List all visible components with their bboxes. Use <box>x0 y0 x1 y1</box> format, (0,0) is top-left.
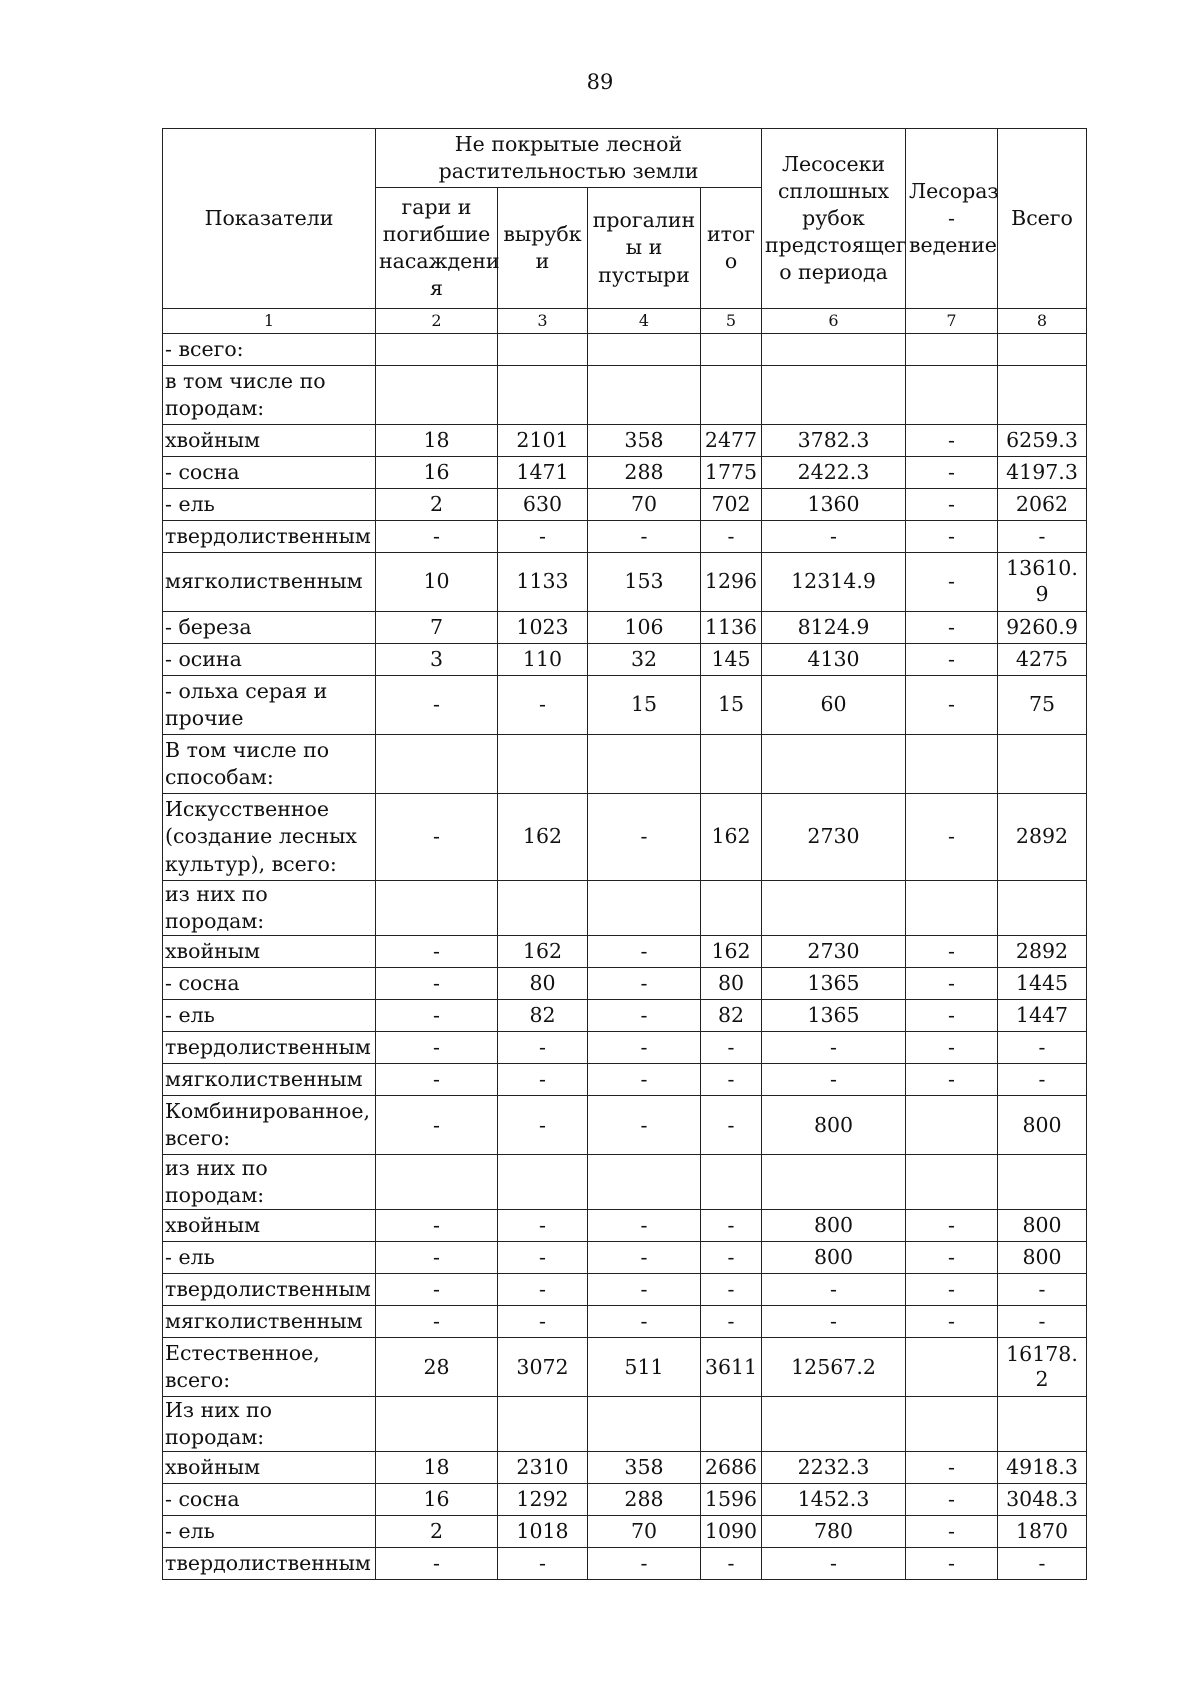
header-not-covered-group: Не покрытые лесной растительностью земли <box>376 129 762 188</box>
value-cell: - <box>376 1210 498 1242</box>
table-row <box>163 1516 1087 1548</box>
value-cell <box>376 334 498 366</box>
value-cell: - <box>906 1000 998 1032</box>
value-cell: 1023 <box>498 612 588 644</box>
value-cell: - <box>762 1064 906 1096</box>
value-cell <box>762 334 906 366</box>
table-row <box>163 1000 1087 1032</box>
row-label: - ель <box>163 1516 376 1548</box>
table-row <box>163 735 1087 794</box>
value-cell: - <box>588 1032 701 1064</box>
value-cell: - <box>906 1032 998 1064</box>
total-cell: 2892 <box>998 794 1087 881</box>
header-subtotal: итог о <box>701 188 762 309</box>
table-row <box>163 366 1087 425</box>
value-cell: 1596 <box>701 1484 762 1516</box>
value-cell: - <box>376 1274 498 1306</box>
value-cell: - <box>906 1452 998 1484</box>
table-row <box>163 1210 1087 1242</box>
value-cell <box>498 735 588 794</box>
row-label: твердолиственным <box>163 1032 376 1064</box>
value-cell: 288 <box>588 457 701 489</box>
value-cell <box>376 1397 498 1452</box>
column-number-row <box>163 309 1087 334</box>
table-row <box>163 425 1087 457</box>
value-cell: - <box>906 1548 998 1580</box>
value-cell: 15 <box>701 676 762 735</box>
value-cell <box>376 1155 498 1210</box>
row-label: в том числе по породам: <box>163 366 376 425</box>
value-cell: - <box>376 936 498 968</box>
table-row <box>163 936 1087 968</box>
table-row <box>163 1452 1087 1484</box>
forest-restoration-table <box>162 128 1087 1580</box>
table-row <box>163 1548 1087 1580</box>
value-cell: 16 <box>376 1484 498 1516</box>
value-cell: - <box>906 425 998 457</box>
row-label: мягколиственным <box>163 553 376 612</box>
header-glades: прогалин ы и пустыри <box>588 188 701 309</box>
value-cell <box>701 881 762 936</box>
value-cell: - <box>376 1242 498 1274</box>
value-cell: 2232.3 <box>762 1452 906 1484</box>
table-row <box>163 521 1087 553</box>
total-cell: - <box>998 521 1087 553</box>
value-cell <box>498 1155 588 1210</box>
header-row-top <box>163 129 1087 188</box>
column-number: 4 <box>588 309 701 334</box>
value-cell: - <box>498 1306 588 1338</box>
total-cell: 1445 <box>998 968 1087 1000</box>
value-cell: - <box>588 1096 701 1155</box>
value-cell: - <box>376 1064 498 1096</box>
row-label: мягколиственным <box>163 1306 376 1338</box>
header-cutting-areas: Лесосеки сплошных рубок предстоящег о периода <box>762 129 906 309</box>
row-label: Из них по породам: <box>163 1397 376 1452</box>
total-cell: 800 <box>998 1096 1087 1155</box>
row-label: хвойным <box>163 1210 376 1242</box>
value-cell: - <box>701 1096 762 1155</box>
value-cell: - <box>906 1516 998 1548</box>
value-cell: 630 <box>498 489 588 521</box>
value-cell: - <box>701 1064 762 1096</box>
value-cell: 4130 <box>762 644 906 676</box>
row-label: твердолиственным <box>163 521 376 553</box>
row-label: твердолиственным <box>163 1274 376 1306</box>
table-row <box>163 968 1087 1000</box>
value-cell: 60 <box>762 676 906 735</box>
value-cell: - <box>906 612 998 644</box>
value-cell: 800 <box>762 1096 906 1155</box>
value-cell: - <box>498 676 588 735</box>
total-cell: 9260.9 <box>998 612 1087 644</box>
row-label: - всего: <box>163 334 376 366</box>
value-cell <box>498 1397 588 1452</box>
value-cell: - <box>762 1306 906 1338</box>
table-row <box>163 1484 1087 1516</box>
row-label: - ель <box>163 1242 376 1274</box>
value-cell: - <box>588 1210 701 1242</box>
value-cell: 2101 <box>498 425 588 457</box>
value-cell <box>588 881 701 936</box>
value-cell <box>588 1155 701 1210</box>
total-cell: 1447 <box>998 1000 1087 1032</box>
row-label: мягколиственным <box>163 1064 376 1096</box>
value-cell: 3072 <box>498 1338 588 1397</box>
value-cell: - <box>701 1242 762 1274</box>
value-cell: - <box>376 521 498 553</box>
total-cell: - <box>998 1274 1087 1306</box>
row-label: - ель <box>163 489 376 521</box>
column-number: 3 <box>498 309 588 334</box>
total-cell: 4918.3 <box>998 1452 1087 1484</box>
value-cell: - <box>498 1096 588 1155</box>
value-cell <box>498 366 588 425</box>
value-cell: 110 <box>498 644 588 676</box>
total-cell: - <box>998 1548 1087 1580</box>
value-cell: 780 <box>762 1516 906 1548</box>
value-cell: 2477 <box>701 425 762 457</box>
value-cell: - <box>498 1032 588 1064</box>
column-number: 7 <box>906 309 998 334</box>
total-cell: 2062 <box>998 489 1087 521</box>
page-number: 89 <box>586 70 614 94</box>
value-cell <box>906 1155 998 1210</box>
row-label: хвойным <box>163 425 376 457</box>
value-cell: 70 <box>588 489 701 521</box>
table-row <box>163 1032 1087 1064</box>
value-cell: - <box>701 1210 762 1242</box>
value-cell: - <box>906 794 998 881</box>
value-cell: 145 <box>701 644 762 676</box>
column-number: 8 <box>998 309 1087 334</box>
value-cell: 2686 <box>701 1452 762 1484</box>
value-cell: 16 <box>376 457 498 489</box>
row-label: - береза <box>163 612 376 644</box>
value-cell: - <box>498 1064 588 1096</box>
row-label: - осина <box>163 644 376 676</box>
value-cell <box>376 366 498 425</box>
table-row <box>163 644 1087 676</box>
value-cell: - <box>376 1096 498 1155</box>
value-cell: - <box>588 1548 701 1580</box>
total-cell: 75 <box>998 676 1087 735</box>
total-cell: 800 <box>998 1210 1087 1242</box>
value-cell: - <box>701 1306 762 1338</box>
value-cell: - <box>906 457 998 489</box>
value-cell: - <box>588 1274 701 1306</box>
value-cell <box>906 1397 998 1452</box>
value-cell: 162 <box>498 794 588 881</box>
value-cell <box>701 1397 762 1452</box>
table-row <box>163 1155 1087 1210</box>
value-cell: - <box>588 1306 701 1338</box>
total-cell <box>998 735 1087 794</box>
value-cell: - <box>376 968 498 1000</box>
value-cell <box>762 1397 906 1452</box>
row-label: - сосна <box>163 1484 376 1516</box>
value-cell <box>762 1155 906 1210</box>
header-clearcut: вырубк и <box>498 188 588 309</box>
value-cell <box>906 735 998 794</box>
value-cell <box>701 735 762 794</box>
value-cell: - <box>376 794 498 881</box>
value-cell: 28 <box>376 1338 498 1397</box>
header-indicators: Показатели <box>163 129 376 309</box>
value-cell: - <box>588 936 701 968</box>
value-cell: - <box>498 1274 588 1306</box>
total-cell: 6259.3 <box>998 425 1087 457</box>
row-label: Комбинированное, всего: <box>163 1096 376 1155</box>
total-cell: 13610. 9 <box>998 553 1087 612</box>
table-row <box>163 334 1087 366</box>
total-cell: 3048.3 <box>998 1484 1087 1516</box>
value-cell: 82 <box>701 1000 762 1032</box>
value-cell: 2310 <box>498 1452 588 1484</box>
value-cell: - <box>376 1000 498 1032</box>
value-cell: 106 <box>588 612 701 644</box>
value-cell <box>588 366 701 425</box>
total-cell: - <box>998 1032 1087 1064</box>
column-number: 2 <box>376 309 498 334</box>
value-cell: - <box>906 1242 998 1274</box>
table-row <box>163 676 1087 735</box>
row-label: - ольха серая и прочие <box>163 676 376 735</box>
value-cell: - <box>906 1064 998 1096</box>
value-cell <box>701 334 762 366</box>
value-cell: 1292 <box>498 1484 588 1516</box>
value-cell: 18 <box>376 1452 498 1484</box>
table-row <box>163 1064 1087 1096</box>
value-cell <box>906 881 998 936</box>
value-cell <box>588 334 701 366</box>
value-cell <box>498 881 588 936</box>
value-cell: - <box>906 676 998 735</box>
value-cell: - <box>906 1484 998 1516</box>
value-cell: 2730 <box>762 794 906 881</box>
header-total: Всего <box>998 129 1087 309</box>
row-label: - сосна <box>163 457 376 489</box>
value-cell: - <box>906 1210 998 1242</box>
total-cell <box>998 881 1087 936</box>
value-cell: 800 <box>762 1242 906 1274</box>
total-cell: 4275 <box>998 644 1087 676</box>
value-cell: 10 <box>376 553 498 612</box>
value-cell <box>498 334 588 366</box>
value-cell: 702 <box>701 489 762 521</box>
value-cell: 80 <box>701 968 762 1000</box>
value-cell: - <box>701 1274 762 1306</box>
value-cell: - <box>498 1242 588 1274</box>
value-cell: - <box>906 644 998 676</box>
value-cell: - <box>906 1274 998 1306</box>
value-cell: - <box>588 1242 701 1274</box>
value-cell: - <box>376 1032 498 1064</box>
value-cell: - <box>762 1032 906 1064</box>
value-cell: 1471 <box>498 457 588 489</box>
value-cell: 12314.9 <box>762 553 906 612</box>
total-cell: 16178. 2 <box>998 1338 1087 1397</box>
total-cell: - <box>998 1064 1087 1096</box>
row-label: В том числе по способам: <box>163 735 376 794</box>
value-cell: 3782.3 <box>762 425 906 457</box>
total-cell <box>998 334 1087 366</box>
value-cell: - <box>762 1274 906 1306</box>
value-cell: - <box>762 521 906 553</box>
value-cell: 1452.3 <box>762 1484 906 1516</box>
value-cell: 82 <box>498 1000 588 1032</box>
column-number: 6 <box>762 309 906 334</box>
total-cell <box>998 1155 1087 1210</box>
value-cell: - <box>906 521 998 553</box>
value-cell: 358 <box>588 1452 701 1484</box>
value-cell <box>906 1096 998 1155</box>
table-row <box>163 794 1087 881</box>
total-cell <box>998 1397 1087 1452</box>
value-cell: - <box>498 521 588 553</box>
value-cell: 1133 <box>498 553 588 612</box>
row-label: Естественное, всего: <box>163 1338 376 1397</box>
table-row <box>163 457 1087 489</box>
header-forest-breeding: Лесораз - ведение <box>906 129 998 309</box>
value-cell <box>762 881 906 936</box>
column-number: 5 <box>701 309 762 334</box>
value-cell: - <box>701 1548 762 1580</box>
value-cell: 162 <box>498 936 588 968</box>
value-cell: - <box>906 489 998 521</box>
value-cell: - <box>376 1306 498 1338</box>
total-cell <box>998 366 1087 425</box>
value-cell: - <box>498 1210 588 1242</box>
table-row <box>163 1274 1087 1306</box>
row-label: - ель <box>163 1000 376 1032</box>
value-cell: 1018 <box>498 1516 588 1548</box>
total-cell: 2892 <box>998 936 1087 968</box>
table-row <box>163 1242 1087 1274</box>
value-cell: 12567.2 <box>762 1338 906 1397</box>
value-cell: - <box>588 794 701 881</box>
value-cell: - <box>762 1548 906 1580</box>
value-cell: - <box>906 936 998 968</box>
row-label: хвойным <box>163 1452 376 1484</box>
row-label: Искусственное (создание лесных культур), всего: <box>163 794 376 881</box>
value-cell <box>701 366 762 425</box>
table-row <box>163 1306 1087 1338</box>
value-cell <box>906 366 998 425</box>
value-cell: 2422.3 <box>762 457 906 489</box>
value-cell: 1090 <box>701 1516 762 1548</box>
value-cell: 8124.9 <box>762 612 906 644</box>
value-cell <box>701 1155 762 1210</box>
value-cell: 1365 <box>762 968 906 1000</box>
row-label: твердолиственным <box>163 1548 376 1580</box>
value-cell <box>376 881 498 936</box>
value-cell: - <box>701 521 762 553</box>
value-cell: - <box>588 1000 701 1032</box>
value-cell: - <box>588 521 701 553</box>
value-cell: 70 <box>588 1516 701 1548</box>
total-cell: 1870 <box>998 1516 1087 1548</box>
value-cell: 1360 <box>762 489 906 521</box>
value-cell <box>762 735 906 794</box>
row-label: - сосна <box>163 968 376 1000</box>
row-label: из них по породам: <box>163 1155 376 1210</box>
value-cell: 80 <box>498 968 588 1000</box>
value-cell: - <box>376 676 498 735</box>
table-row <box>163 489 1087 521</box>
value-cell: 800 <box>762 1210 906 1242</box>
table-body <box>163 334 1087 1580</box>
value-cell: 3611 <box>701 1338 762 1397</box>
value-cell: - <box>906 553 998 612</box>
value-cell: 15 <box>588 676 701 735</box>
value-cell: 2 <box>376 1516 498 1548</box>
total-cell: 800 <box>998 1242 1087 1274</box>
value-cell: - <box>376 1548 498 1580</box>
value-cell <box>588 1397 701 1452</box>
value-cell <box>588 735 701 794</box>
table-row <box>163 1338 1087 1397</box>
value-cell: - <box>906 1306 998 1338</box>
value-cell: 2730 <box>762 936 906 968</box>
value-cell: 511 <box>588 1338 701 1397</box>
value-cell <box>376 735 498 794</box>
value-cell: 288 <box>588 1484 701 1516</box>
value-cell: - <box>701 1032 762 1064</box>
column-number: 1 <box>163 309 376 334</box>
table-row <box>163 553 1087 612</box>
value-cell <box>906 1338 998 1397</box>
value-cell: 3 <box>376 644 498 676</box>
value-cell: 32 <box>588 644 701 676</box>
value-cell: 1296 <box>701 553 762 612</box>
value-cell: 162 <box>701 936 762 968</box>
value-cell: 153 <box>588 553 701 612</box>
table-row <box>163 1397 1087 1452</box>
table-row <box>163 1096 1087 1155</box>
value-cell: 2 <box>376 489 498 521</box>
value-cell: - <box>498 1548 588 1580</box>
value-cell: - <box>588 968 701 1000</box>
value-cell: 1775 <box>701 457 762 489</box>
value-cell: 18 <box>376 425 498 457</box>
value-cell: - <box>588 1064 701 1096</box>
value-cell: - <box>906 968 998 1000</box>
total-cell: 4197.3 <box>998 457 1087 489</box>
table-row <box>163 612 1087 644</box>
row-label: хвойным <box>163 936 376 968</box>
row-label: из них по породам: <box>163 881 376 936</box>
header-burnt: гари и погибшие насаждени я <box>376 188 498 309</box>
value-cell: 162 <box>701 794 762 881</box>
table-row <box>163 881 1087 936</box>
value-cell <box>762 366 906 425</box>
value-cell: 1136 <box>701 612 762 644</box>
value-cell <box>906 334 998 366</box>
total-cell: - <box>998 1306 1087 1338</box>
value-cell: 7 <box>376 612 498 644</box>
value-cell: 1365 <box>762 1000 906 1032</box>
value-cell: 358 <box>588 425 701 457</box>
